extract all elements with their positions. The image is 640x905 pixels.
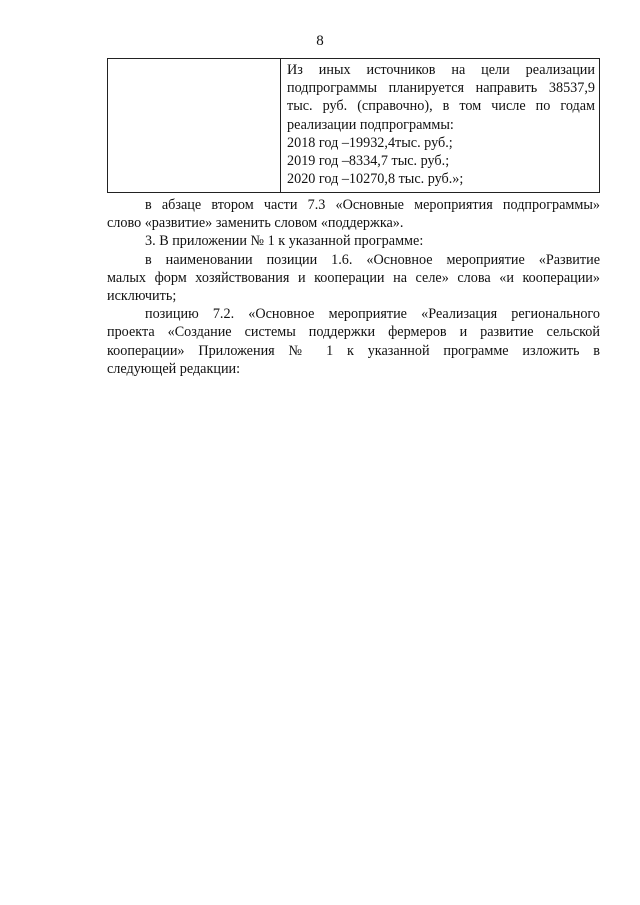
paragraph-line: малых форм хозяйствования и кооперации на селе» слова «и кооперации» [107,269,600,286]
table-line: подпрограммы планируется направить 38537,9 [287,80,595,97]
page-number: 8 [316,33,324,49]
paragraph-position-7-2 [107,305,600,378]
funding-table [107,58,600,193]
paragraph-line: следующей редакции: [107,360,241,377]
document-body [107,196,600,378]
paragraph-line: позицию 7.2. «Основное мероприятие «Реализация регионального [145,306,600,323]
table-line: Из иных источников на цели реализации [287,62,595,78]
paragraph-line: в наименовании позиции 1.6. «Основное мероприятие «Развитие [145,251,600,268]
paragraph-amend-section-7-3 [107,196,600,232]
paragraph-appendix-1 [107,232,600,250]
table-line: 2018 год –19932,4тыс. руб.; [287,134,453,151]
paragraph-line: слово «развитие» заменить словом «поддержка». [107,215,404,232]
paragraph-position-1-6 [107,251,600,306]
table-line: тыс. руб. (справочно), в том числе по годам [287,98,595,115]
table-line: 2020 год –10270,8 тыс. руб.»; [287,171,464,188]
table-cell-funding-text [281,59,599,192]
paragraph-line: 3. В приложении № 1 к указанной программе: [145,233,424,250]
paragraph-line: в абзаце втором части 7.3 «Основные мероприятия подпрограммы» [145,197,600,213]
table-line: реализации подпрограммы: [287,116,454,133]
table-line: 2019 год –8334,7 тыс. руб.; [287,153,450,170]
paragraph-line: проекта «Создание системы поддержки фермеров и развитие сельской [107,324,600,341]
paragraph-line: исключить; [107,288,177,305]
paragraph-line: кооперации» Приложения № 1 к указанной программе изложить в [107,342,600,359]
table-cell-empty [108,59,281,192]
